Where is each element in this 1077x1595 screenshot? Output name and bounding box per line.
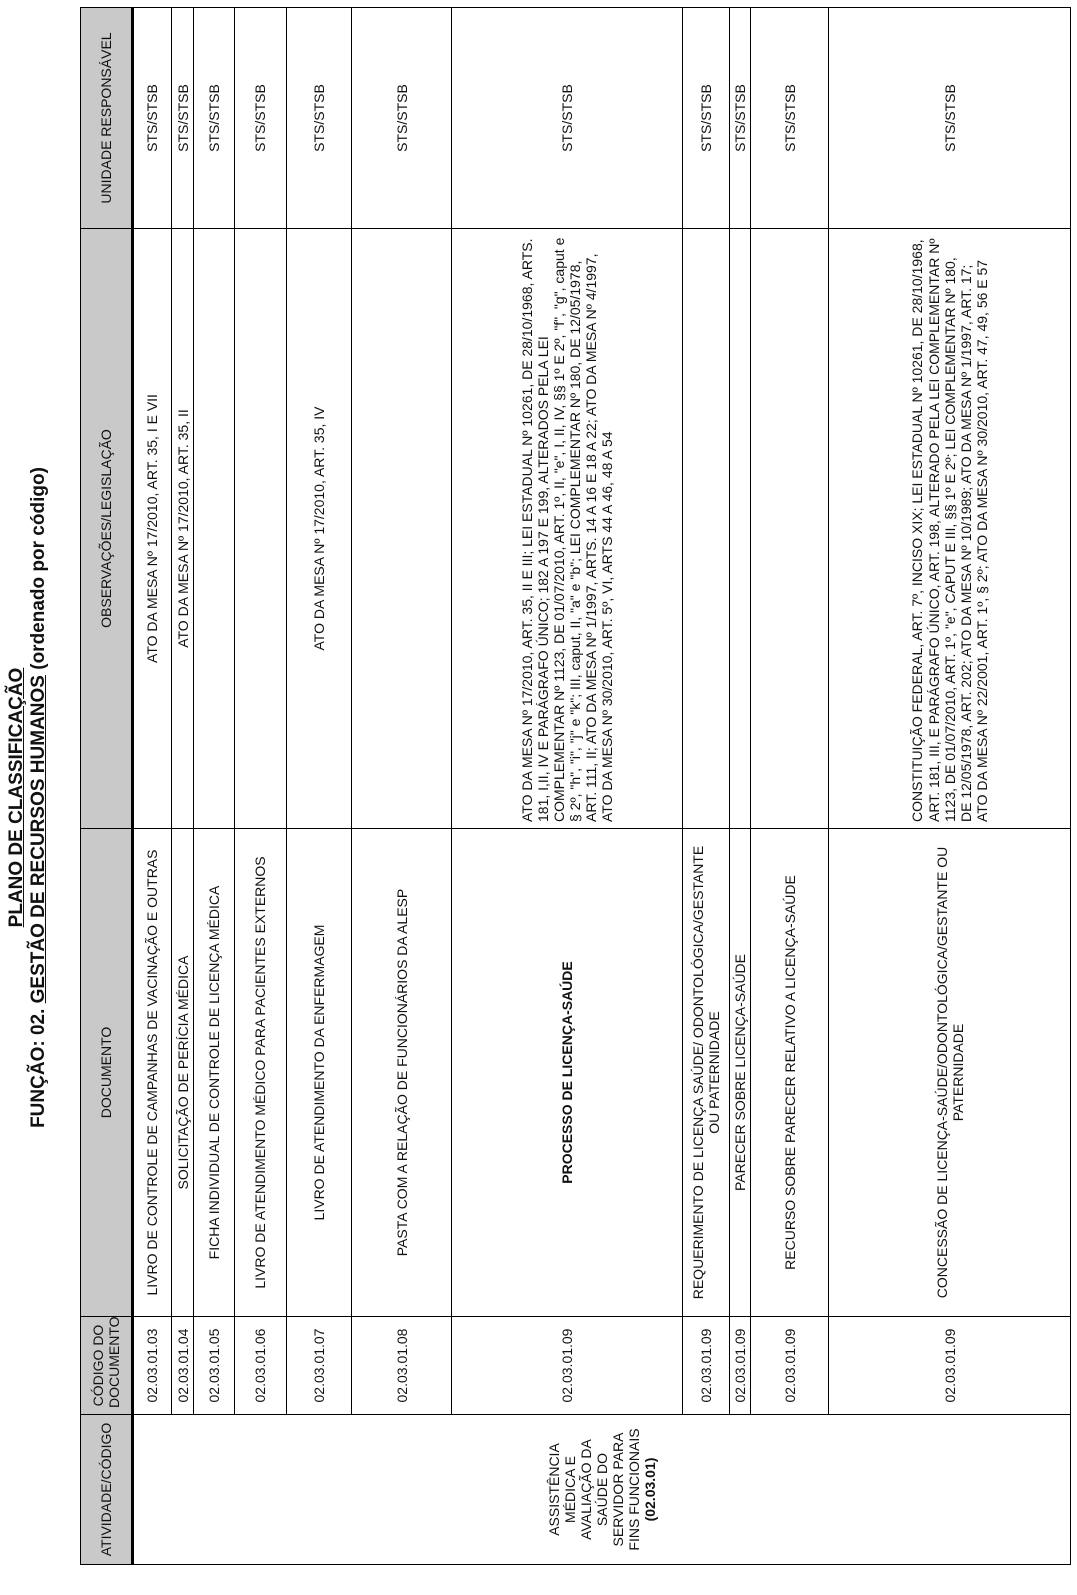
table-header-row	[81, 8, 133, 1565]
doc-unit: STS/STSB	[235, 8, 286, 229]
doc-title: FICHA INDIVIDUAL DE CONTROLE DE LICENÇA MÉDICA	[194, 829, 235, 1317]
doc-unit: STS/STSB	[829, 8, 1071, 229]
doc-code: 02.03.01.07	[286, 1317, 352, 1415]
doc-notes: ATO DA MESA Nº 17/2010, ART. 35, II E III; LEI ESTADUAL Nº 10261, DE 28/10/1968, ARTS. 181, I,II, IV E PARÁGRAFO ÚNICO; 182 A 197 E 199, ALTERADOS PELA LEI COMPLEMENTAR Nº 1123, DE 01/07/2010, ART. 1º, II, "e", I, II, IV, §§ 1º E 2º, "f", "g", caput e § 2º, "h", "i", "j" e "k"; III, caput, II, "a" e "b"; LEI COMPLEMENTAR Nº 180, DE 12/05/1978, ART. 111, II; ATO DA MESA Nº 1/1997, ARTS. 14 A 16 E 18 A 22; ATO DA MESA Nº 4/1997, ATO DA MESA Nº 30/2010, ART. 5º, VI, ARTS 44 A 46, 48 A 54	[452, 229, 682, 829]
col-header-code: CÓDIGO DO DOCUMENTO	[81, 1317, 133, 1415]
table-row	[452, 8, 682, 1565]
doc-title: REQUERIMENTO DE LICENÇA SAÚDE/ ODONTOLÓGICA/GESTANTE OU PATERNIDADE	[682, 829, 729, 1317]
doc-code: 02.03.01.05	[194, 1317, 235, 1415]
doc-title: LIVRO DE ATENDIMENTO DA ENFERMAGEM	[286, 829, 352, 1317]
table-row	[235, 8, 286, 1565]
doc-notes	[194, 229, 235, 829]
col-header-unit: UNIDADE RESPONSÁVEL	[81, 8, 133, 229]
doc-code: 02.03.01.09	[682, 1317, 729, 1415]
doc-notes	[352, 229, 452, 829]
doc-code: 02.03.01.06	[235, 1317, 286, 1415]
doc-unit: STS/STSB	[751, 8, 829, 229]
activity-cell	[133, 1415, 1071, 1565]
function-heading	[28, 0, 50, 1595]
doc-title: RECURSO SOBRE PARECER RELATIVO A LICENÇA-SAÚDE	[751, 829, 829, 1317]
doc-unit: STS/STSB	[452, 8, 682, 229]
doc-unit: STS/STSB	[729, 8, 751, 229]
doc-notes	[751, 229, 829, 829]
doc-notes	[729, 229, 751, 829]
doc-title: PASTA COM A RELAÇÃO DE FUNCIONÁRIOS DA ALESP	[352, 829, 452, 1317]
doc-unit: STS/STSB	[171, 8, 194, 229]
doc-notes	[235, 229, 286, 829]
doc-code: 02.03.01.04	[171, 1317, 194, 1415]
activity-name: ASSISTÊNCIA MÉDICA E AVALIAÇÃO DA SAÚDE DO SERVIDOR PARA FINS FUNCIONAIS	[545, 1428, 643, 1551]
doc-unit: STS/STSB	[194, 8, 235, 229]
doc-title: LIVRO DE ATENDIMENTO MÉDICO PARA PACIENTES EXTERNOS	[235, 829, 286, 1317]
doc-code: 02.03.01.09	[829, 1317, 1071, 1415]
function-prefix: FUNÇÃO: 02.	[28, 1003, 49, 1128]
activity-code: (02.03.01)	[642, 1457, 659, 1522]
function-name: GESTÃO DE RECURSOS HUMANOS	[28, 675, 49, 1004]
doc-notes: ATO DA MESA Nº 17/2010, ART. 35, II	[171, 229, 194, 829]
doc-notes: ATO DA MESA Nº 17/2010, ART. 35, IV	[286, 229, 352, 829]
doc-title: LIVRO DE CONTROLE DE CAMPANHAS DE VACINAÇÃO E OUTRAS	[133, 829, 172, 1317]
table-row	[194, 8, 235, 1565]
doc-title: CONCESSÃO DE LICENÇA-SAÚDE/ODONTOLÓGICA/GESTANTE OU PATERNIDADE	[829, 829, 1071, 1317]
doc-code: 02.03.01.09	[452, 1317, 682, 1415]
table-row	[352, 8, 452, 1565]
table-row	[829, 8, 1071, 1565]
classification-table	[80, 7, 1071, 1565]
doc-code: 02.03.01.08	[352, 1317, 452, 1415]
table-row	[286, 8, 352, 1565]
doc-code: 02.03.01.09	[751, 1317, 829, 1415]
col-header-notes: OBSERVAÇÕES/LEGISLAÇÃO	[81, 229, 133, 829]
doc-code: 02.03.01.03	[133, 1317, 172, 1415]
doc-unit: STS/STSB	[133, 8, 172, 229]
page-title: PLANO DE CLASSIFICAÇÃO	[6, 667, 27, 928]
table-row	[171, 8, 194, 1565]
doc-notes	[682, 229, 729, 829]
doc-unit: STS/STSB	[286, 8, 352, 229]
col-header-activity: ATIVIDADE/CÓDIGO	[81, 1415, 133, 1565]
doc-code: 02.03.01.09	[729, 1317, 751, 1415]
doc-unit: STS/STSB	[352, 8, 452, 229]
table-row	[133, 8, 172, 1565]
doc-title: PARECER SOBRE LICENÇA-SAÚDE	[729, 829, 751, 1317]
table-row	[682, 8, 729, 1565]
table-row	[751, 8, 829, 1565]
doc-unit: STS/STSB	[682, 8, 729, 229]
doc-title: PROCESSO DE LICENÇA-SAÚDE	[452, 829, 682, 1317]
col-header-document: DOCUMENTO	[81, 829, 133, 1317]
ordering-note: (ordenado por código)	[28, 467, 49, 676]
doc-title: SOLICITAÇÃO DE PERÍCIA MÉDICA	[171, 829, 194, 1317]
table-row	[729, 8, 751, 1565]
doc-notes: ATO DA MESA Nº 17/2010, ART. 35, I E VII	[133, 229, 172, 829]
doc-notes: CONSTITUIÇÃO FEDERAL, ART. 7º, INCISO XIX; LEI ESTADUAL Nº 10261, DE 28/10/1968, ART. 181, III, E PARÁGRAFO ÚNICO, ART. 198, ALTERADO PELA LEI COMPLEMENTAR Nº 1123, DE 01/07/2010, ART. 1º, "e", CAPUT E III, §§ 1º E 2º; LEI COMPLEMENTAR Nº 180, DE 12/05/1978, ART. 202; ATO DA MESA Nº 10/1989; ATO DA MESA Nº 1/1997, ART. 17; ATO DA MESA Nº 22/2001, ART. 1º, § 2º; ATO DA MESA Nº 30/2010, ART. 47, 49, 56 E 57	[829, 229, 1071, 829]
